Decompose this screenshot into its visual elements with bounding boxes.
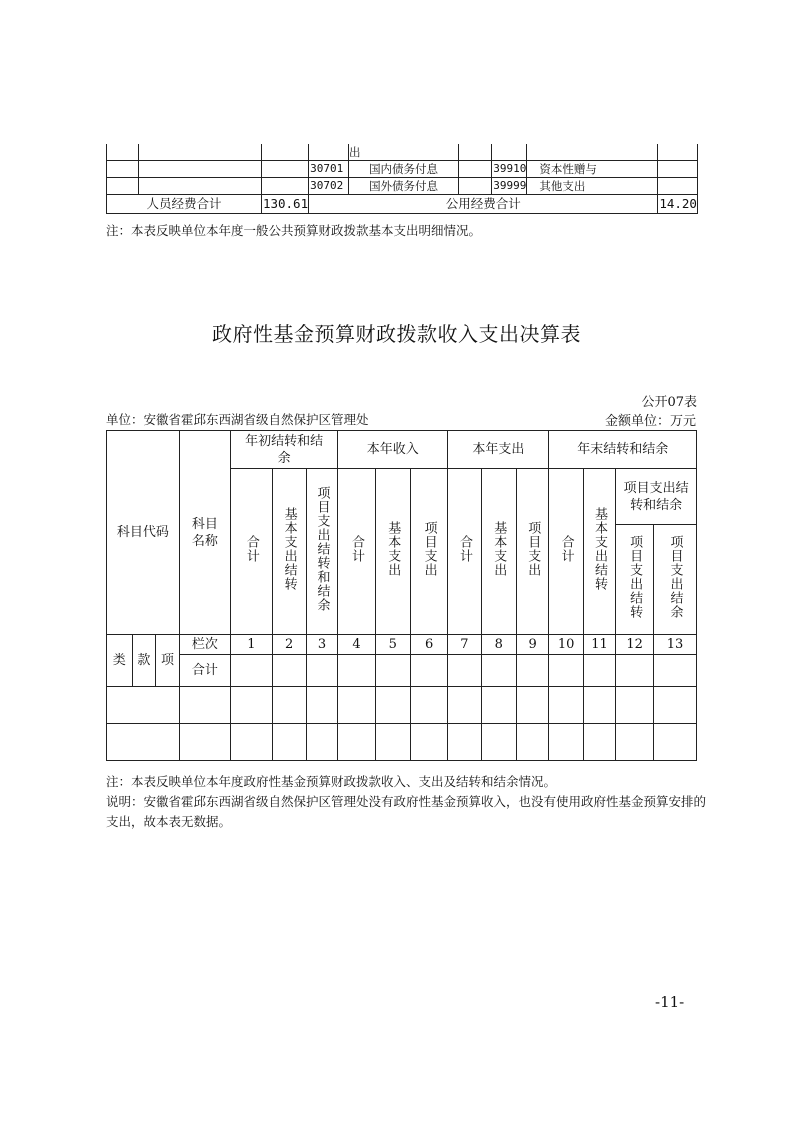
- kuan-header: 款: [132, 635, 156, 687]
- table-row: [107, 144, 698, 161]
- header-text: 基本支出: [385, 521, 401, 577]
- subject-code-header: 科目代码: [107, 431, 180, 635]
- column-number: 5: [375, 635, 410, 655]
- income-project-header: [410, 469, 447, 635]
- expense-basic-header: [481, 469, 516, 635]
- cell: [410, 655, 447, 687]
- public-total-value: 14.20: [658, 195, 698, 214]
- cell: [481, 687, 516, 724]
- table-row: [107, 161, 698, 178]
- cell: [231, 655, 273, 687]
- cell: [107, 724, 180, 761]
- table-code-label: 公开07表: [641, 395, 697, 410]
- cell: [459, 161, 492, 178]
- income-total-header: [338, 469, 375, 635]
- cell: 30701: [309, 161, 349, 178]
- table-row: [107, 178, 698, 195]
- cell: [583, 724, 615, 761]
- header-text: 基本支出: [491, 521, 507, 577]
- cell: [107, 178, 139, 195]
- cell: [448, 655, 481, 687]
- cell: [306, 655, 338, 687]
- basic-expense-detail-table-tail: [106, 144, 698, 214]
- cell: [338, 655, 375, 687]
- cell: [261, 144, 308, 161]
- subject-name-header: [179, 431, 230, 635]
- column-number: 6: [410, 635, 447, 655]
- header-text: 项目支出结转和结余: [623, 480, 689, 513]
- cell: [231, 724, 273, 761]
- cell: [272, 687, 306, 724]
- cell: 国外债务付息: [348, 178, 458, 195]
- cell: [231, 687, 273, 724]
- header-text: 合计: [558, 535, 574, 563]
- header-text: 合计: [349, 535, 364, 563]
- column-number: 9: [516, 635, 548, 655]
- cell: [616, 687, 654, 724]
- end-basic-carryover-header: [583, 469, 615, 635]
- cell: [306, 687, 338, 724]
- cell: [459, 178, 492, 195]
- column-number: 2: [272, 635, 306, 655]
- cell: [139, 178, 262, 195]
- cell: [309, 144, 349, 161]
- cell: [448, 724, 481, 761]
- cell: [261, 161, 308, 178]
- cell: [658, 161, 698, 178]
- expense-project-header: [516, 469, 548, 635]
- cell: 39999: [492, 178, 527, 195]
- cell: [516, 655, 548, 687]
- header-text: 项目支出: [421, 521, 437, 577]
- page-number: -11-: [655, 993, 685, 1011]
- begin-project-carryover-balance-header: [306, 469, 338, 635]
- xiang-header: 项: [156, 635, 180, 687]
- cell: 国内债务付息: [348, 161, 458, 178]
- cell: [459, 144, 492, 161]
- cell: [516, 724, 548, 761]
- header-text: 合计: [456, 535, 472, 563]
- cell: [179, 687, 230, 724]
- cell: [107, 161, 139, 178]
- income-header: 本年收入: [338, 431, 448, 469]
- subject-name-text: 科目名称: [191, 516, 218, 549]
- cell: 30702: [309, 178, 349, 195]
- end-project-balance-header: [654, 525, 697, 635]
- public-total-label: 公用经费合计: [309, 195, 658, 214]
- cell: [654, 724, 697, 761]
- cell: [616, 655, 654, 687]
- table-notes: [106, 772, 706, 832]
- sum-label: 合计: [179, 655, 230, 687]
- cell: [527, 144, 658, 161]
- cell: [583, 655, 615, 687]
- begin-basic-carryover-header: [272, 469, 306, 635]
- begin-balance-header: [231, 431, 338, 469]
- header-text: 基本支出结转: [281, 507, 297, 591]
- cell: [549, 724, 583, 761]
- income-basic-header: [375, 469, 410, 635]
- cell: [179, 724, 230, 761]
- column-number-row: [107, 635, 697, 655]
- cell: 资本性赠与: [527, 161, 658, 178]
- begin-total-header: [231, 469, 273, 635]
- table-note: 注：本表反映单位本年度一般公共预算财政拨款基本支出明细情况。: [106, 223, 482, 238]
- column-number: 7: [448, 635, 481, 655]
- sum-row: [107, 655, 697, 687]
- cell: [375, 724, 410, 761]
- column-number: 3: [306, 635, 338, 655]
- cell: [410, 687, 447, 724]
- cell: [139, 144, 262, 161]
- cell: [654, 687, 697, 724]
- column-number: 10: [549, 635, 583, 655]
- expense-header: 本年支出: [448, 431, 549, 469]
- header-text: 基本支出结转: [592, 507, 607, 591]
- cell: [616, 724, 654, 761]
- cell: [338, 687, 375, 724]
- header-text: 项目支出结转: [627, 535, 643, 619]
- cell: [410, 724, 447, 761]
- column-number: 13: [654, 635, 697, 655]
- cell: [658, 178, 698, 195]
- header-text: 项目支出结转和结余: [314, 486, 330, 612]
- end-total-header: [549, 469, 583, 635]
- column-number: 12: [616, 635, 654, 655]
- header-text: 项目支出: [525, 521, 541, 577]
- header-text: 合计: [243, 535, 259, 563]
- cell: [139, 161, 262, 178]
- government-fund-table: [106, 430, 697, 761]
- column-number: 11: [583, 635, 615, 655]
- end-project-carryover-header: [616, 525, 654, 635]
- cell: 出: [348, 144, 458, 161]
- cell: [516, 687, 548, 724]
- column-number: 1: [231, 635, 273, 655]
- fund-table-explanation: 说明：安徽省霍邱东西湖省级自然保护区管理处没有政府性基金预算收入，也没有使用政府性基金预算安排的支出，故本表无数据。: [106, 794, 707, 829]
- personnel-total-label: 人员经费合计: [107, 195, 262, 214]
- cell: [272, 724, 306, 761]
- cell: [272, 655, 306, 687]
- totals-row: [107, 195, 698, 214]
- cell: [549, 687, 583, 724]
- cell: [261, 178, 308, 195]
- cell: [375, 687, 410, 724]
- cell: [481, 655, 516, 687]
- cell: [448, 687, 481, 724]
- cell: [492, 144, 527, 161]
- column-number: 8: [481, 635, 516, 655]
- cell: [306, 724, 338, 761]
- cell: 其他支出: [527, 178, 658, 195]
- table-row: [107, 687, 697, 724]
- cell: [107, 144, 139, 161]
- cell: [375, 655, 410, 687]
- cell: [658, 144, 698, 161]
- personnel-total-value: 130.61: [261, 195, 308, 214]
- table-row: [107, 724, 697, 761]
- money-unit: 金额单位：万元: [604, 414, 696, 429]
- fund-table-note: 注：本表反映单位本年度政府性基金预算财政拨款收入、支出及结转和结余情况。: [106, 774, 557, 789]
- expense-total-header: [448, 469, 481, 635]
- cell: [583, 687, 615, 724]
- cell: [549, 655, 583, 687]
- page-title: 政府性基金预算财政拨款收入支出决算表: [212, 322, 581, 346]
- cell: [654, 655, 697, 687]
- cell: [338, 724, 375, 761]
- end-project-group-header: [616, 469, 697, 525]
- cell: 39910: [492, 161, 527, 178]
- header-row-1: [107, 431, 697, 469]
- cell: [107, 687, 180, 724]
- column-number: 4: [338, 635, 375, 655]
- unit-name: 单位：安徽省霍邱东西湖省级自然保护区管理处: [106, 412, 369, 427]
- end-balance-header: 年末结转和结余: [549, 431, 697, 469]
- begin-balance-text: 年初结转和结余: [245, 433, 324, 466]
- lei-header: 类: [107, 635, 133, 687]
- column-no-label: 栏次: [179, 635, 230, 655]
- header-text: 项目支出结余: [667, 535, 683, 619]
- cell: [481, 724, 516, 761]
